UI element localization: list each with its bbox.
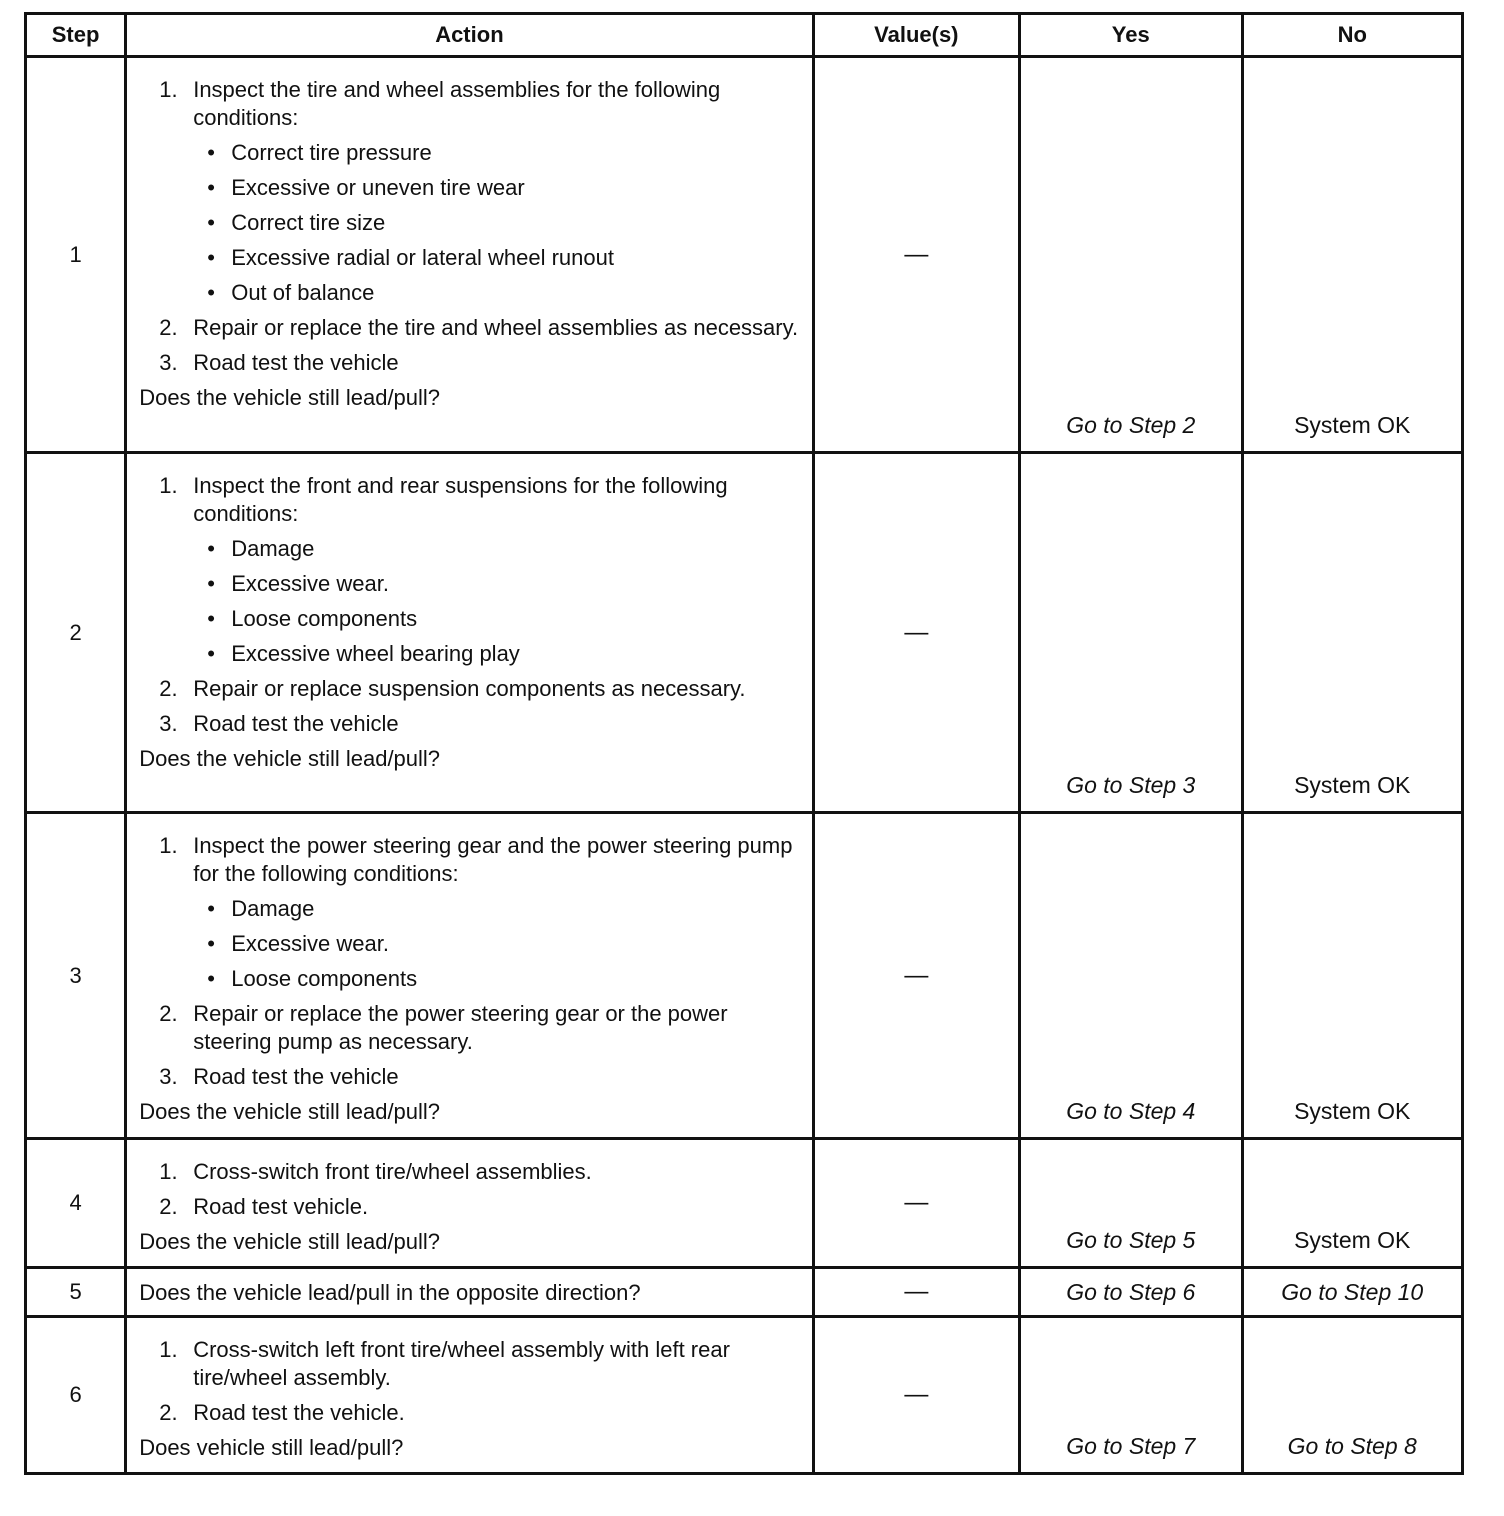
action-item-number: 1. <box>159 77 178 102</box>
header-step: Step <box>26 14 126 57</box>
condition-bullet <box>207 640 801 668</box>
bullet-icon: • <box>207 571 215 596</box>
header-action: Action <box>126 14 813 57</box>
action-item-number: 1. <box>159 1337 178 1362</box>
bullet-icon: • <box>207 245 215 270</box>
condition-text: Out of balance <box>231 280 375 305</box>
table-row <box>26 57 1463 453</box>
bullet-icon: • <box>207 140 215 165</box>
action-item <box>159 832 801 888</box>
header-yes: Yes <box>1020 14 1242 57</box>
action-item-number: 2. <box>159 1001 178 1026</box>
bullet-icon: • <box>207 966 215 991</box>
action-item <box>159 1336 801 1392</box>
bullet-icon: • <box>207 280 215 305</box>
bullet-icon: • <box>207 210 215 235</box>
condition-bullet <box>207 209 801 237</box>
condition-text: Correct tire size <box>231 210 386 235</box>
action-cell <box>126 453 813 813</box>
action-item-number: 3. <box>159 350 178 375</box>
action-item <box>159 1193 801 1221</box>
action-item-text: Repair or replace the tire and wheel assemblies as necessary. <box>193 315 799 340</box>
condition-bullet <box>207 895 801 923</box>
condition-bullet <box>207 244 801 272</box>
action-item-number: 2. <box>159 315 178 340</box>
diagnostic-table <box>24 12 1464 1475</box>
header-row <box>26 14 1463 57</box>
value-cell: — <box>813 1139 1019 1268</box>
action-item-number: 3. <box>159 711 178 736</box>
action-cell <box>126 813 813 1139</box>
table-row <box>26 1317 1463 1474</box>
action-cell <box>126 1317 813 1474</box>
step-question: Does the vehicle still lead/pull? <box>139 385 441 410</box>
action-item-number: 2. <box>159 1194 178 1219</box>
action-item-text: Road test vehicle. <box>193 1194 369 1219</box>
action-item <box>159 1399 801 1427</box>
bullet-icon: • <box>207 931 215 956</box>
action-cell <box>126 57 813 453</box>
condition-text: Excessive radial or lateral wheel runout <box>231 245 614 270</box>
action-item <box>159 472 801 528</box>
no-outcome: System OK <box>1242 813 1463 1139</box>
action-item-number: 1. <box>159 833 178 858</box>
action-item <box>159 314 801 342</box>
table-row <box>26 453 1463 813</box>
step-number: 6 <box>26 1317 126 1474</box>
condition-bullet <box>207 965 801 993</box>
value-cell: — <box>813 813 1019 1139</box>
condition-text: Correct tire pressure <box>231 140 432 165</box>
table-row <box>26 813 1463 1139</box>
step-question: Does the vehicle still lead/pull? <box>139 1229 441 1254</box>
action-item-text: Road test the vehicle <box>193 711 399 736</box>
action-item-text: Inspect the tire and wheel assemblies for the following conditions: <box>193 77 721 130</box>
yes-outcome: Go to Step 5 <box>1020 1139 1242 1268</box>
action-item-text: Cross-switch front tire/wheel assemblies. <box>193 1159 592 1184</box>
yes-outcome: Go to Step 7 <box>1020 1317 1242 1474</box>
action-item-text: Inspect the front and rear suspensions for the following conditions: <box>193 473 728 526</box>
step-number: 1 <box>26 57 126 453</box>
action-item-number: 3. <box>159 1064 178 1089</box>
no-outcome: Go to Step 8 <box>1242 1317 1463 1474</box>
bullet-icon: • <box>207 641 215 666</box>
action-item-number: 1. <box>159 1159 178 1184</box>
bullet-icon: • <box>207 536 215 561</box>
action-item <box>159 1000 801 1056</box>
action-item-number: 1. <box>159 473 178 498</box>
action-item-text: Road test the vehicle <box>193 350 399 375</box>
no-outcome: System OK <box>1242 57 1463 453</box>
action-item-number: 2. <box>159 676 178 701</box>
action-item-text: Road test the vehicle <box>193 1064 399 1089</box>
header-no: No <box>1242 14 1463 57</box>
step-question: Does the vehicle still lead/pull? <box>139 746 441 771</box>
yes-outcome: Go to Step 6 <box>1020 1268 1242 1317</box>
condition-bullet <box>207 279 801 307</box>
action-item-text: Repair or replace suspension components as necessary. <box>193 676 746 701</box>
condition-text: Excessive wheel bearing play <box>231 641 520 666</box>
condition-text: Damage <box>231 896 315 921</box>
yes-outcome: Go to Step 2 <box>1020 57 1242 453</box>
action-item <box>159 710 801 738</box>
action-item-text: Repair or replace the power steering gear or the power steering pump as necessary. <box>193 1001 728 1054</box>
action-item-text: Road test the vehicle. <box>193 1400 405 1425</box>
bullet-icon: • <box>207 896 215 921</box>
value-cell: — <box>813 1268 1019 1317</box>
value-cell: — <box>813 57 1019 453</box>
action-item <box>159 1063 801 1091</box>
step-question: Does the vehicle still lead/pull? <box>139 1099 441 1124</box>
condition-text: Excessive wear. <box>231 571 389 596</box>
bullet-icon: • <box>207 175 215 200</box>
yes-outcome: Go to Step 4 <box>1020 813 1242 1139</box>
no-outcome: Go to Step 10 <box>1242 1268 1463 1317</box>
value-cell: — <box>813 453 1019 813</box>
action-item <box>159 349 801 377</box>
action-item <box>159 76 801 132</box>
bullet-icon: • <box>207 606 215 631</box>
condition-bullet <box>207 605 801 633</box>
value-cell: — <box>813 1317 1019 1474</box>
no-outcome: System OK <box>1242 1139 1463 1268</box>
action-item-number: 2. <box>159 1400 178 1425</box>
action-item-text: Inspect the power steering gear and the power steering pump for the following conditions: <box>193 833 793 886</box>
action-cell <box>126 1139 813 1268</box>
step-number: 3 <box>26 813 126 1139</box>
action-item-text: Cross-switch left front tire/wheel assembly with left rear tire/wheel assembly. <box>193 1337 730 1390</box>
condition-bullet <box>207 930 801 958</box>
condition-text: Excessive wear. <box>231 931 389 956</box>
condition-bullet <box>207 139 801 167</box>
condition-text: Loose components <box>231 966 418 991</box>
condition-bullet <box>207 174 801 202</box>
condition-text: Excessive or uneven tire wear <box>231 175 525 200</box>
step-question: Does vehicle still lead/pull? <box>139 1435 404 1460</box>
table-body <box>26 57 1463 1474</box>
condition-bullet <box>207 535 801 563</box>
header-values: Value(s) <box>813 14 1019 57</box>
step-number: 2 <box>26 453 126 813</box>
condition-bullet <box>207 570 801 598</box>
action-item <box>159 1158 801 1186</box>
table-row <box>26 1268 1463 1317</box>
table-row <box>26 1139 1463 1268</box>
action-item <box>159 675 801 703</box>
yes-outcome: Go to Step 3 <box>1020 453 1242 813</box>
no-outcome: System OK <box>1242 453 1463 813</box>
step-question: Does the vehicle lead/pull in the opposite direction? <box>139 1280 641 1305</box>
condition-text: Damage <box>231 536 315 561</box>
step-number: 5 <box>26 1268 126 1317</box>
step-number: 4 <box>26 1139 126 1268</box>
condition-text: Loose components <box>231 606 418 631</box>
action-cell <box>126 1268 813 1317</box>
